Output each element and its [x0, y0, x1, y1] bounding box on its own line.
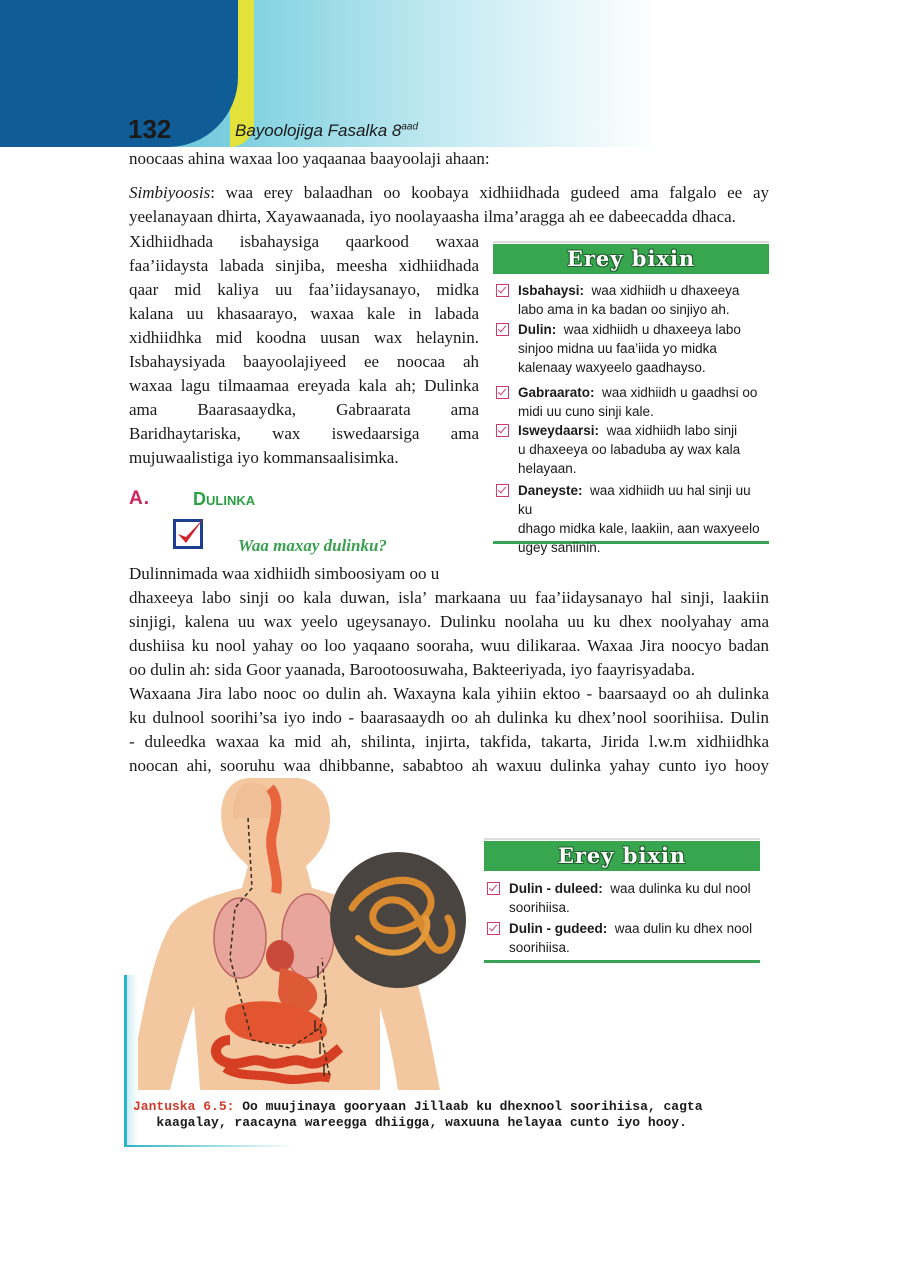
glossary-box-2	[484, 838, 760, 963]
glossary-item: Gabraarato: waa xidhiidh u gaadhsi oo midi uu cuno sinji kale.	[518, 385, 758, 419]
glossary-item: Daneyste: waa xidhiidh uu hal sinji uu ku dhago midka kale, laakiin, aan waxyeelo ugey saniinin.	[518, 483, 760, 555]
paragraph-line: Baridhaytariska, wax iswedaarsiga ama	[129, 424, 479, 443]
dulin-first-line: Dulinnimada waa xidhiidh simboosiyam oo u	[129, 564, 440, 583]
symbiosis-line-2: yeelanayaan dhirta, Xayawaanada, iyo noolayaasha ilma’aragga ah ee dabeecadda dhaca.	[129, 207, 736, 226]
paragraph-line: ku dulnool soorihi’sa iyo indo - baarasaaydh oo ah dulinka ku dhex’nool soorihiisa. Dulin	[129, 708, 769, 727]
caption-accent-underline	[124, 1145, 296, 1147]
intro-line: noocaas ahina waxaa loo yaqaanaa baayoolaji ahaan:	[129, 149, 490, 168]
paragraph-line: waxaa lagu tilmaamaa ereyada kala ah; Dulinka	[129, 376, 479, 395]
paragraph-line: dushiisa ku nool yahay oo loo yaqaano sooraha, wuu dilikaraa. Waxaa Jira noocyo badan	[129, 636, 769, 655]
glossary-item: Dulin: waa xidhiidh u dhaxeeya labo sinjoo midna uu faa’iida yo midka kalenaay waxyeelo gaadhayso.	[518, 322, 741, 375]
paragraph-line: xidhiidhka mid koodna uusan wax helaynin.	[129, 328, 479, 347]
paragraph-line: noocan ahi, sooruhu waa dhibbanne, sababtoo ah waxuu dulinka yahay cunto iyo hooy	[129, 756, 769, 775]
header-blue-block	[0, 0, 238, 147]
caption-accent-bar	[124, 975, 127, 1147]
symbiosis-line-1: Simbiyoosis: waa erey balaadhan oo koobaya xidhiidhada gudeed ama falgalo ee ay	[129, 183, 769, 202]
hookworm-body-illustration	[130, 778, 475, 1090]
book-title: Bayoolojiga Fasalka $8^{aad}$	[235, 121, 419, 140]
glossary-item: Dulin - duleed: waa dulinka ku dul nool soorihiisa.	[509, 881, 751, 915]
paragraph-line: qaar mid kaliya uu faa’iidaysanayo, midka	[129, 280, 479, 299]
paragraph-line: - duleedka waxaa ka mid ah, shilinta, injirta, takfida, takarta, Jirida l.w.m xidhiidhka	[129, 732, 769, 751]
glossary-box	[493, 241, 769, 555]
page-number: 132	[128, 114, 172, 144]
checkbox-icon	[496, 323, 509, 336]
box-divider	[484, 838, 760, 840]
glossary-title: Erey bixin	[493, 244, 769, 274]
checkbox-icon	[487, 882, 500, 895]
glossary-item: Dulin - gudeed: waa dulin ku dhex nool soorihiisa.	[509, 921, 753, 955]
glossary-title: Erey bixin	[484, 841, 760, 871]
paragraph-line: dhaxeeya labo sinji oo kala duwan, isla’ markaana uu faa’iidaysanayo hal sinji, laakiin	[129, 588, 769, 607]
paragraph-line: faa’iidaysta labada sinjiba, meesha xidhiidhada	[129, 256, 479, 275]
paragraph-line: Waxaana Jira labo nooc oo dulin ah. Waxayna kala yihiin ektoo - baarsaayd oo ah dulinka	[129, 684, 769, 703]
section-letter: A.	[129, 488, 150, 509]
paragraph-line: mujuwaalistiga iyo kommansaalisimka.	[129, 448, 399, 467]
subsection-question: Waa maxay dulinku?	[238, 536, 387, 555]
section-title: Dulinka	[193, 489, 256, 509]
checkbox-icon	[487, 922, 500, 935]
figure-caption: Jantuska 6.5: Oo muujinaya gooryaan Jillaab ku dhexnool soorihiisa, cagta kaagalay, raacayna wareegga dhiigga, waxuuna helayaa cunto iyo hooy.	[133, 1099, 703, 1130]
paragraph-line: kalana uu khasaarayo, waxaa kale in labada	[129, 304, 479, 323]
checkmark-icon	[172, 516, 206, 550]
paragraph-line: sinjigi, kalena uu wax yeelo ugeysanayo. Dulinku noolaha uu ku dhex noolyahay ama	[129, 612, 769, 631]
paragraph-line: ama Baarasaaydka, Gabraarata ama	[129, 400, 479, 419]
checkbox-icon	[496, 284, 509, 297]
paragraph-line: Isbahaysiyada baayoolajiyeed ee noocaa ah	[129, 352, 479, 371]
checkbox-icon	[496, 424, 509, 437]
glossary-item: Isweydaarsi: waa xidhiidh labo sinji u dhaxeeya oo labaduba ay wax kala helayaan.	[518, 423, 741, 476]
paragraph-line: Xidhiidhada isbahaysiga qaarkood waxaa	[129, 232, 479, 251]
paragraph-line: oo dulin ah: sida Goor yaanada, Barootoosuwaha, Bakteeriyada, iyo faayrisyadaba.	[129, 660, 696, 679]
checkbox-icon	[496, 484, 509, 497]
checkbox-icon	[496, 386, 509, 399]
box-divider	[493, 241, 769, 243]
glossary-item: Isbahaysi: waa xidhiidh u dhaxeeya labo ama in ka badan oo sinjiyo ah.	[518, 283, 740, 317]
